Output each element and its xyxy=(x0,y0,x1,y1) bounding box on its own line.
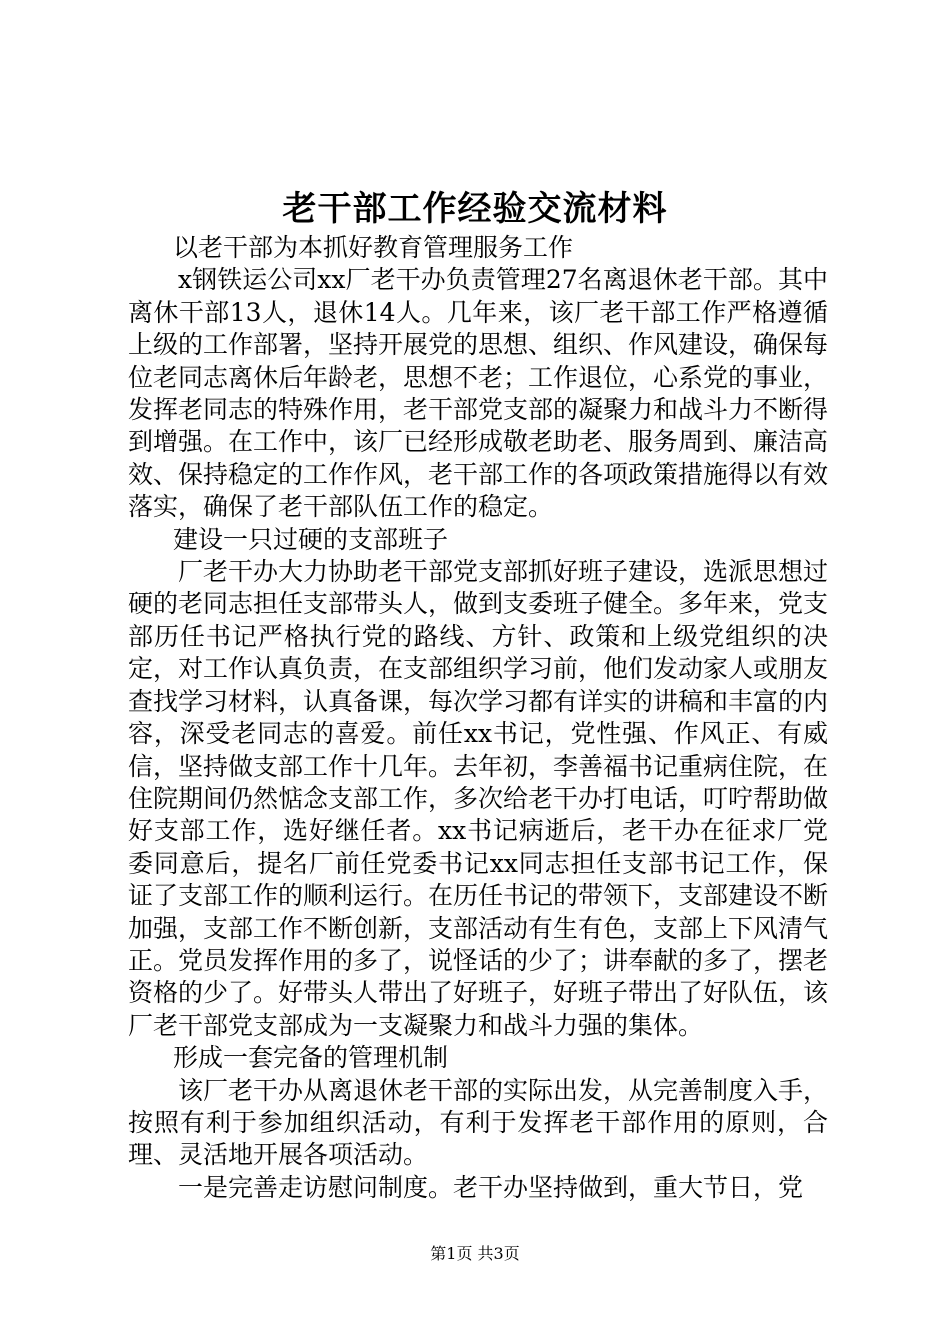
body-paragraph: x钢铁运公司xx厂老干办负责管理27名离退休老干部。其中离休干部13人，退休14人。几年来，该厂老干部工作严格遵循上级的工作部署，坚持开展党的思想、组织、作风建设，确保每位老同志离休后年龄老，思想不老；工作退位，心系党的事业，发挥老同志的特殊作用，老干部党支部的凝聚力和战斗力不断得到增强。在工作中，该厂已经形成敬老助老、服务周到、廉洁高效、保持稳定的工作作风，老干部工作的各项政策措施得以有效落实，确保了老干部队伍工作的稳定。 xyxy=(128,265,829,522)
page-footer: 第1页 共3页 xyxy=(430,1244,520,1263)
section-heading: 形成一套完备的管理机制 xyxy=(173,1043,449,1073)
document-title: 老干部工作经验交流材料 xyxy=(282,189,668,229)
section-heading: 以老干部为本抓好教育管理服务工作 xyxy=(173,233,574,262)
section-heading: 建设一只过硬的支部班子 xyxy=(173,524,449,554)
body-paragraph: 一是完善走访慰问制度。老干办坚持做到，重大节日，党 xyxy=(178,1172,804,1202)
document-body xyxy=(128,232,828,1204)
body-paragraph: 厂老干办大力协助老干部党支部抓好班子建设，选派思想过硬的老同志担任支部带头人，做到支委班子健全。多年来，党支部历任书记严格执行党的路线、方针、政策和上级党组织的决定，对工作认真负责，在支部组织学习前，他们发动家人或朋友查找学习材料，认真备课，每次学习都有详实的讲稿和丰富的内容，深受老同志的喜爱。前任xx书记，党性强、作风正、有威信，坚持做支部工作十几年。去年初，李善福书记重病住院，在住院期间仍然惦念支部工作，多次给老干办打电话，叮咛帮助做好支部工作，选好继任者。xx书记病逝后，老干办在征求厂党委同意后，提名厂前任党委书记xx同志担任支部书记工作，保证了支部工作的顺利运行。在历任书记的带领下，支部建设不断加强，支部工作不断创新，支部活动有生有色，支部上下风清气正。党员发挥作用的多了，说怪话的少了；讲奉献的多了，摆老资格的少了。好带头人带出了好班子，好班子带出了好队伍，该厂老干部党支部成为一支凝聚力和战斗力强的集体。 xyxy=(128,557,829,1040)
body-paragraph: 该厂老干办从离退休老干部的实际出发，从完善制度入手，按照有利于参加组织活动，有利于发挥老干部作用的原则，合理、灵活地开展各项活动。 xyxy=(128,1075,829,1170)
